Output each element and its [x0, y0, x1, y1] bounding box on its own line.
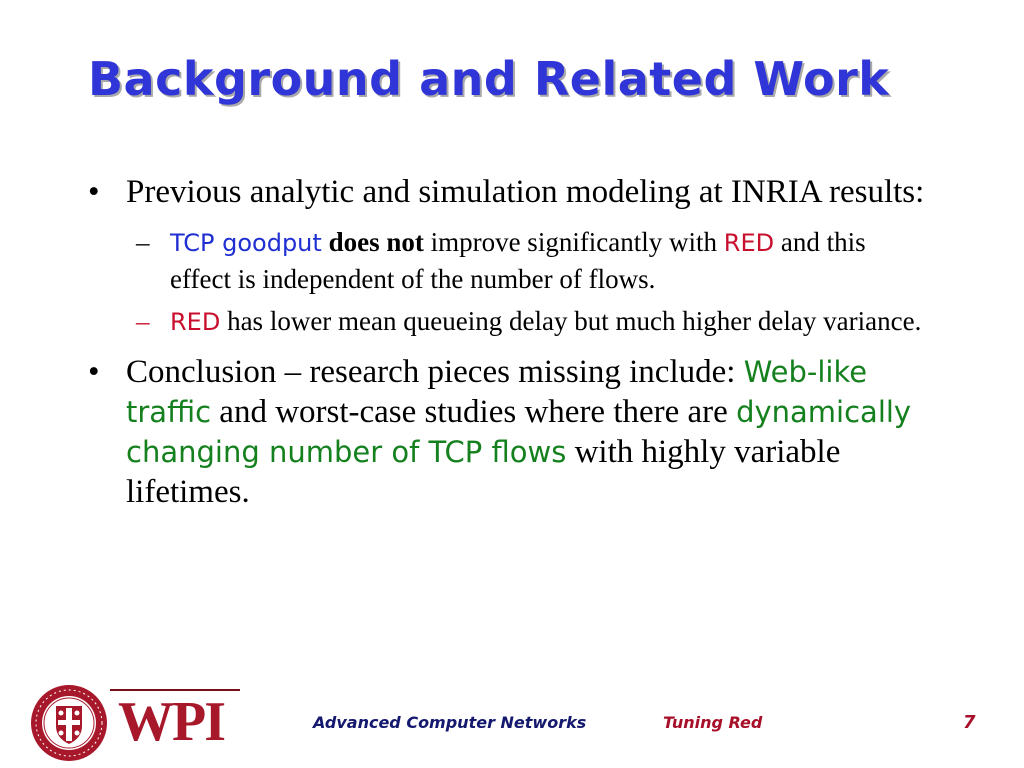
- sub-bullet-tcp-goodput: [88, 224, 928, 297]
- sub-bullet-list: [88, 224, 928, 340]
- footer-topic: Tuning Red: [663, 713, 763, 732]
- wpi-logo-text: WPI: [118, 691, 224, 753]
- term-red: RED: [170, 308, 221, 336]
- wpi-seal-icon: [30, 684, 108, 762]
- bullet-conclusion: [88, 352, 928, 512]
- bullet-text: Conclusion – research pieces missing include:: [126, 354, 744, 390]
- sub-bullet-text: improve significantly with: [423, 227, 724, 257]
- bullet-text: Previous analytic and simulation modeling at INRIA results:: [126, 174, 925, 210]
- slide-title: Background and Related Work: [88, 52, 890, 106]
- slide-body: [88, 172, 928, 524]
- sub-bullet-marker: –: [136, 306, 150, 336]
- bullet-previous-modeling: [88, 172, 928, 212]
- sub-bullet-red-delay: [88, 303, 928, 340]
- bullet-text: and worst-case studies where there are: [211, 394, 737, 430]
- footer-course-name: Advanced Computer Networks: [313, 713, 587, 732]
- sub-bullet-marker: –: [136, 227, 150, 257]
- bullet-marker: •: [88, 354, 100, 390]
- term-web-like-traffic: Web-like traffic: [126, 355, 868, 429]
- sub-bullet-text: has lower mean queueing delay but much higher delay variance.: [220, 306, 922, 336]
- emphasis-does-not: does not: [328, 227, 424, 257]
- term-red: RED: [723, 229, 775, 257]
- term-dynamic-tcp-flows: dynamically changing number of TCP flows: [126, 395, 912, 469]
- term-tcp-goodput: TCP goodput: [170, 229, 322, 257]
- sub-bullet-text: and this effect is independent of the number of flows.: [170, 227, 866, 294]
- bullet-marker: •: [88, 174, 100, 210]
- page-number: 7: [963, 712, 976, 733]
- bullet-text: with highly variable lifetimes.: [126, 434, 841, 510]
